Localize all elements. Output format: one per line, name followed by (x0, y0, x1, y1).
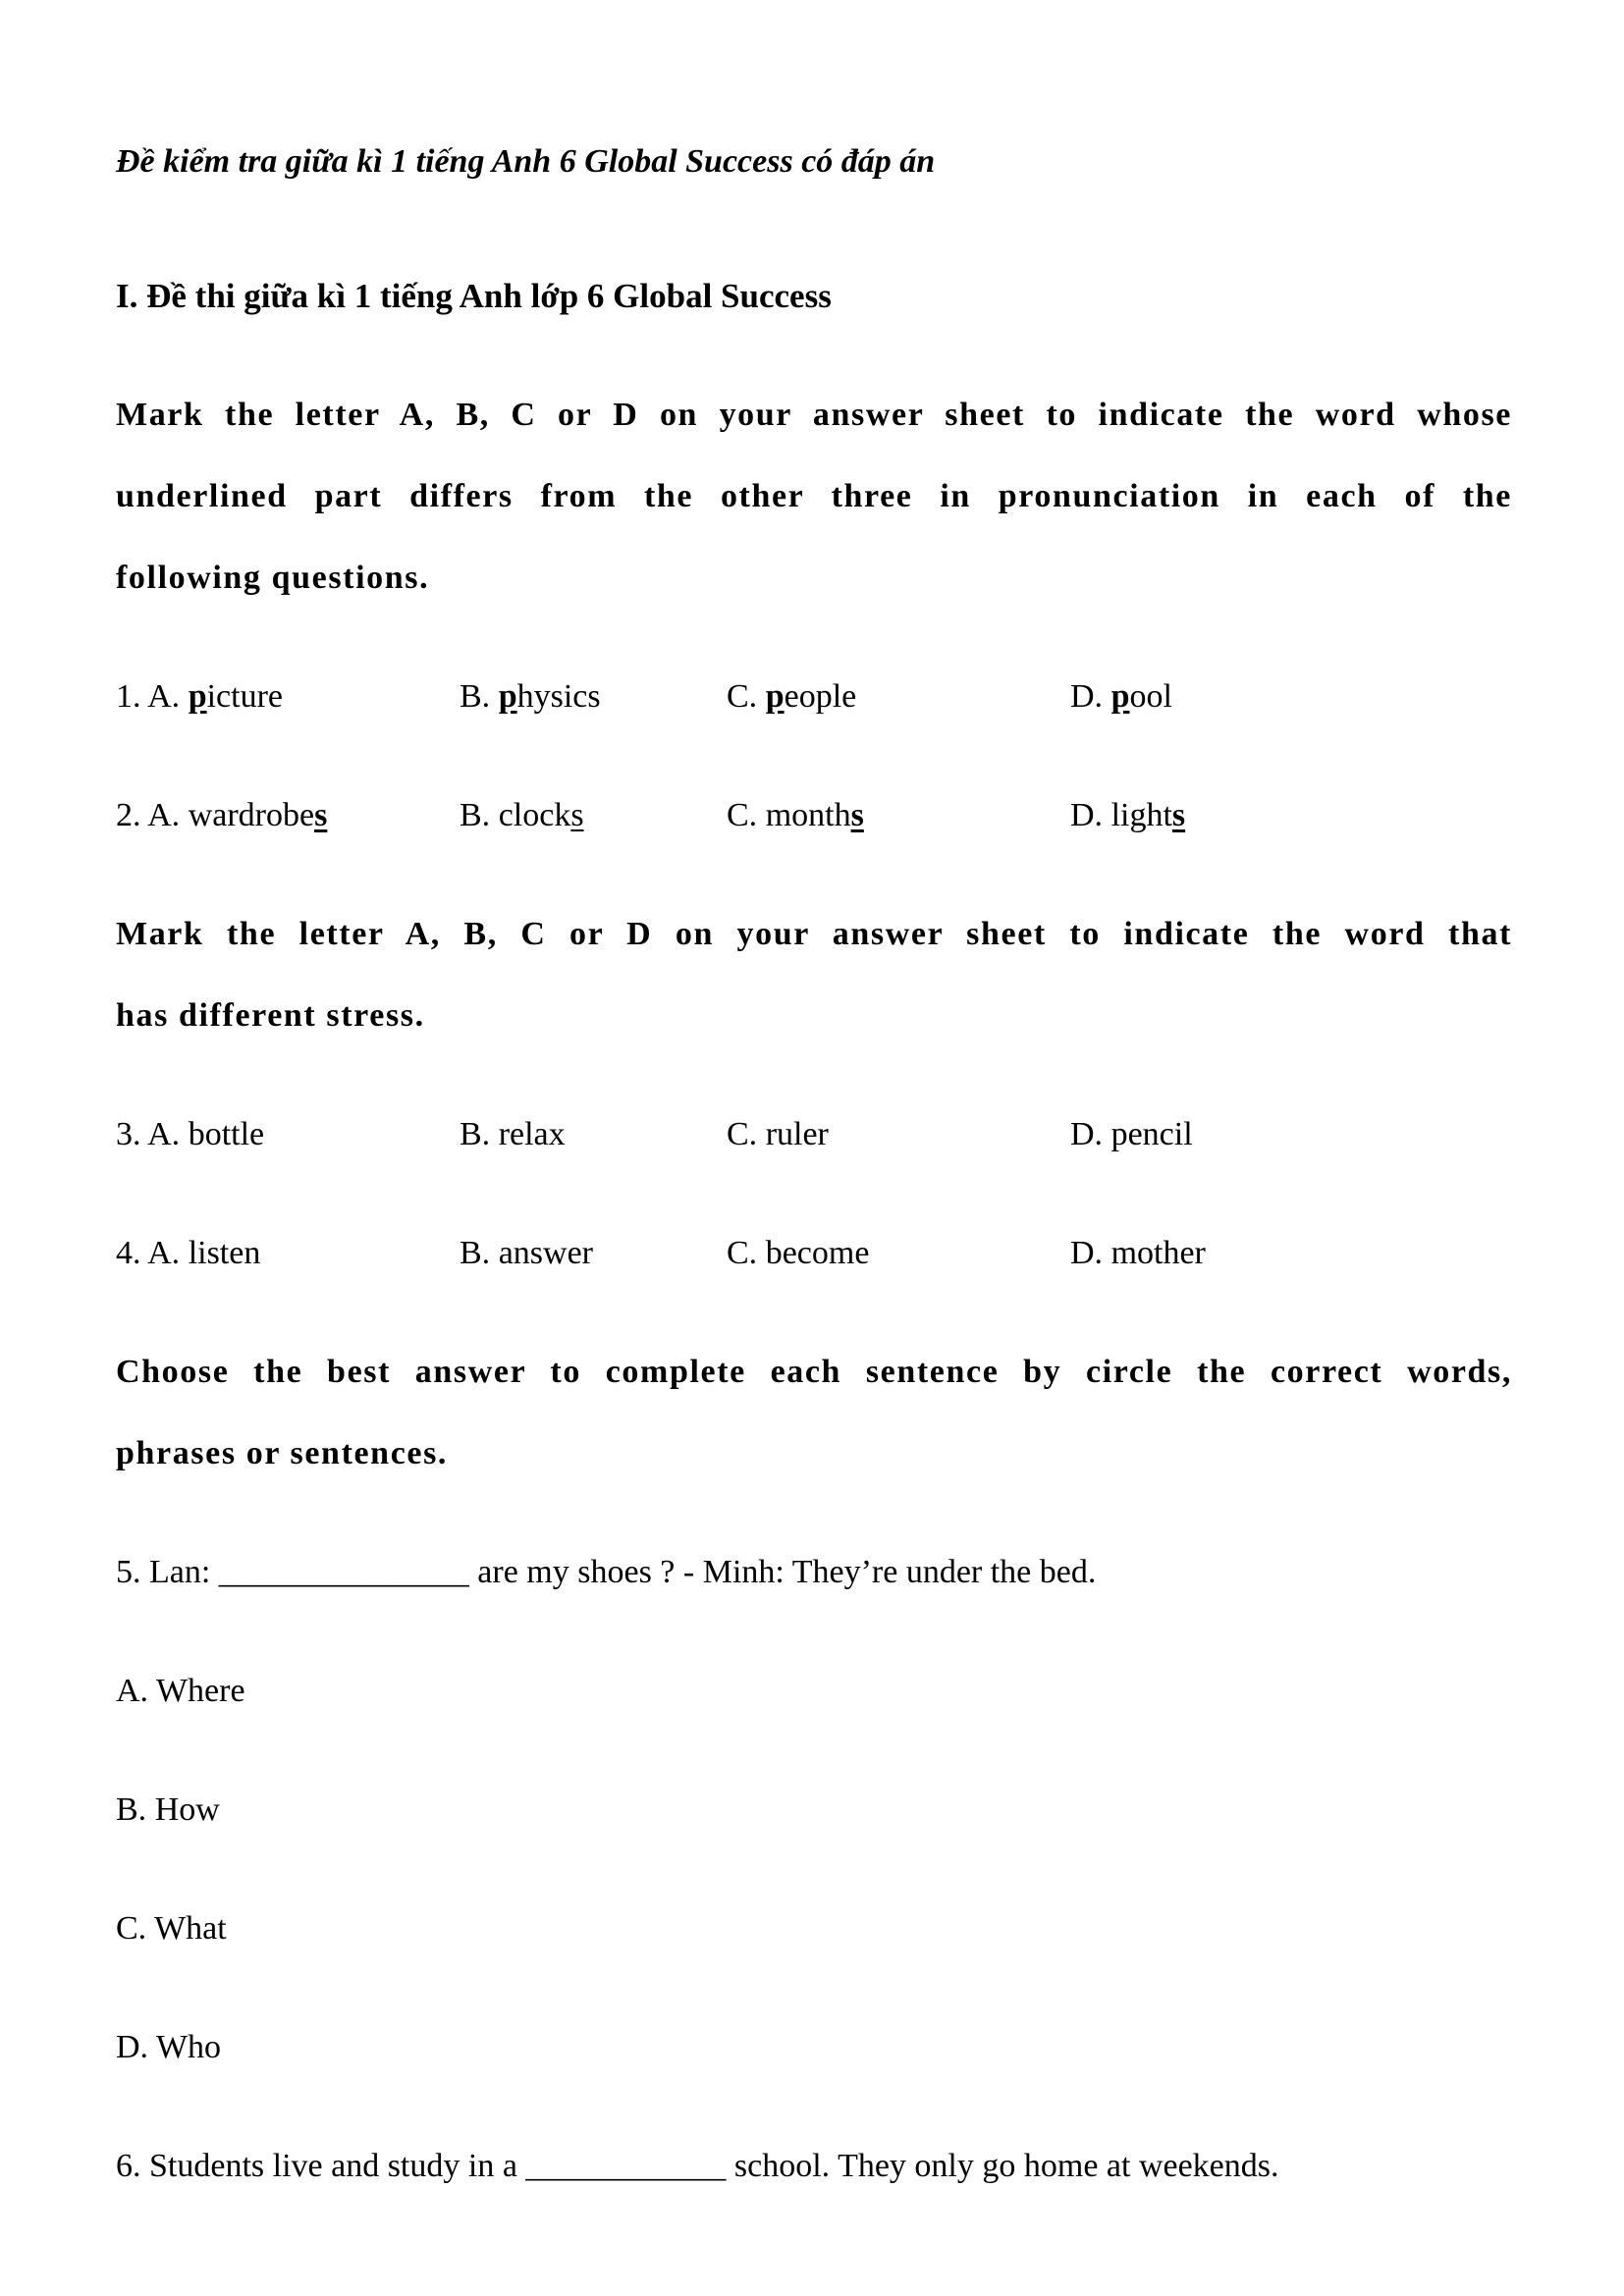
question-4-option-b: B. answer (460, 1235, 593, 1271)
question-4-option-c: C. become (727, 1235, 870, 1271)
question-3-option-b: B. relax (460, 1116, 566, 1152)
instruction-stress (116, 893, 1512, 1056)
question-5-option-c: C. What (116, 1910, 227, 1947)
question-1 (116, 656, 1512, 737)
question-1-option-d: D. pool (1070, 678, 1172, 715)
document-title: Đề kiểm tra giữa kì 1 tiếng Anh 6 Global Success có đáp án (116, 143, 936, 180)
question-1-option-a: 1. A. picture (116, 678, 284, 715)
instruction-line: following questions. (116, 560, 430, 596)
section-heading: I. Đề thi giữa kì 1 tiếng Anh lớp 6 Global Success (116, 277, 832, 315)
question-5-option-d: D. Who (116, 2029, 222, 2065)
question-3-option-a: 3. A. bottle (116, 1116, 265, 1152)
question-5-option-b: B. How (116, 1791, 220, 1828)
question-3 (116, 1094, 1512, 1175)
underlined-letter: p (188, 678, 207, 715)
instruction-line: Choose the best answer to complete each sentence by circle the correct words, (116, 1354, 1512, 1390)
underlined-letter: s (850, 797, 864, 833)
underlined-letter: p (765, 678, 785, 715)
instruction-line: phrases or sentences. (116, 1435, 449, 1471)
question-1-option-b: B. physics (460, 678, 601, 715)
question-3-option-d: D. pencil (1070, 1116, 1193, 1152)
underlined-letter: p (498, 678, 517, 715)
question-2-option-a: 2. A. wardrobes (116, 797, 328, 833)
question-1-option-c: C. people (727, 678, 857, 715)
underlined-letter: s (1171, 797, 1186, 833)
question-2-option-b: B. clocks (460, 797, 584, 833)
instruction-line: underlined part differs from the other three in pronunciation in each of the (116, 478, 1512, 514)
question-2-option-d: D. lights (1070, 797, 1186, 833)
instruction-pronunciation (116, 374, 1512, 618)
question-6-text: 6. Students live and study in a ____________ school. They only go home at weekends. (116, 2148, 1279, 2184)
underlined-letter: s (314, 797, 328, 833)
question-5-text: 5. Lan: _______________ are my shoes ? - Minh: They’re under the bed. (116, 1554, 1097, 1590)
question-5-option-a: A. Where (116, 1673, 245, 1709)
instruction-line: has different stress. (116, 997, 425, 1034)
question-4 (116, 1212, 1512, 1294)
question-2 (116, 774, 1512, 856)
instruction-choose-answer (116, 1331, 1512, 1494)
question-3-option-c: C. ruler (727, 1116, 829, 1152)
question-4-option-a: 4. A. listen (116, 1235, 261, 1271)
underlined-letter: p (1110, 678, 1130, 715)
question-4-option-d: D. mother (1070, 1235, 1206, 1271)
instruction-line: Mark the letter A, B, C or D on your answer sheet to indicate the word that (116, 916, 1512, 952)
underlined-letter: s (570, 797, 584, 833)
question-2-option-c: C. months (727, 797, 864, 833)
instruction-line: Mark the letter A, B, C or D on your answer sheet to indicate the word whose (116, 397, 1512, 433)
